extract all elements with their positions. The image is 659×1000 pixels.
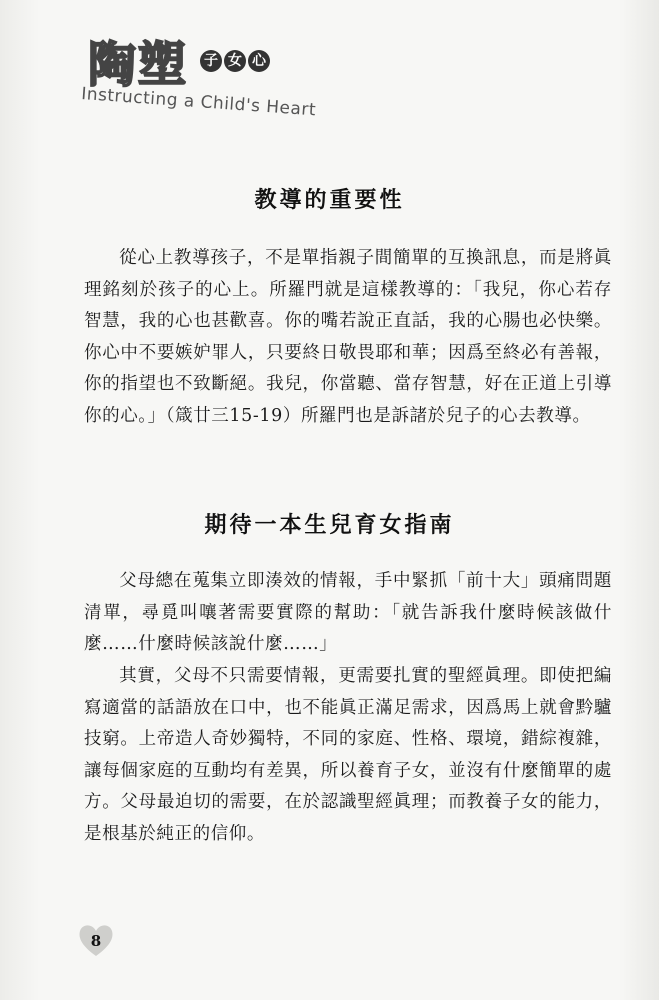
section-2-paragraph-1 xyxy=(84,566,612,661)
paragraph-text: 父母總在蒐集立即湊效的情報，手中緊抓「前十大」頭痛問題清單，尋覓叫嚷著需要實際的幫助：「就告訴我什麼時候該做什麼……什麼時候該說什麼……」 xyxy=(84,571,612,654)
page-number: 8 xyxy=(90,932,102,950)
paragraph-text: 從心上教導孩子，不是單指親子間簡單的互換訊息，而是將眞理銘刻於孩子的心上。所羅門就是這樣教導的：「我兒，你心若存智慧，我的心也甚歡喜。你的嘴若說正直話，我的心腸也必快樂。你心中不要嫉妒罪人，只要終日敬畏耶和華；因爲至終必有善報，你的指望也不致斷絕。我兒，你當聽、當存智慧，好在正道上引導你的心。」（箴廿三15-19）所羅門也是訴諸於兒子的心去教導。 xyxy=(84,248,612,426)
logo-title: 陶塑 xyxy=(88,37,189,93)
logo-circles xyxy=(200,50,270,72)
logo-circle-1: 子 xyxy=(200,50,222,72)
page-number-badge xyxy=(76,920,116,960)
paragraph-text: 其實，父母不只需要情報，更需要扎實的聖經眞理。即使把編寫適當的話語放在口中，也不能眞正滿足需求，因爲馬上就會黔驢技窮。上帝造人奇妙獨特，不同的家庭、性格、環境，錯綜複雜，讓每個家庭的互動均有差異，所以養育子女，並沒有什麼簡單的處方。父母最迫切的需要，在於認識聖經眞理；而教養子女的能力，是根基於純正的信仰。 xyxy=(84,666,612,844)
section-2-paragraph-2 xyxy=(84,661,612,850)
logo-subtitle: Instructing a Child's Heart xyxy=(80,84,317,121)
section-1-paragraph xyxy=(84,243,612,432)
section-heading-1: 教導的重要性 xyxy=(254,188,405,213)
logo-circle-2: 女 xyxy=(224,50,246,72)
section-heading-2: 期待一本生兒育女指南 xyxy=(204,513,455,538)
logo-circle-3: 心 xyxy=(248,50,270,72)
book-logo xyxy=(80,22,317,122)
